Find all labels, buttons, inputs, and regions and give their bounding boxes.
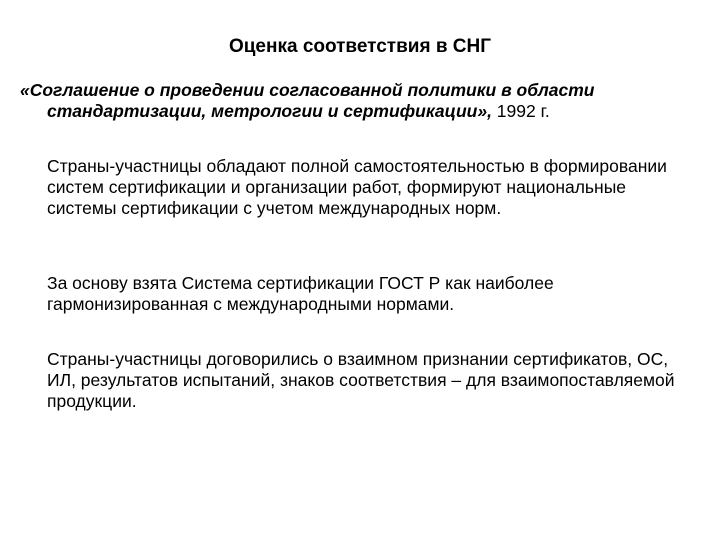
slide-title: Оценка соответствия в СНГ <box>228 36 492 57</box>
paragraph-mutual-recognition: Страны-участницы договорились о взаимном признании сертификатов, ОС, ИЛ, результатов испытаний, знаков соответствия – для взаимопоставляемой продукции. <box>47 349 675 411</box>
paragraph-gost-basis: За основу взята Система сертификации ГОСТ Р как наиболее гармонизированная с международными нормами. <box>47 273 554 314</box>
agreement-year: 1992 г. <box>491 101 550 121</box>
paragraph-independence: Страны-участницы обладают полной самостоятельностью в формировании систем сертификации и организации работ, формируют национальные системы сертификации с учетом международных норм. <box>47 156 667 218</box>
agreement-heading <box>20 80 720 122</box>
agreement-name: «Соглашение о проведении согласованной политики в области стандартизации, метрологии и сертификации», <box>20 80 595 121</box>
